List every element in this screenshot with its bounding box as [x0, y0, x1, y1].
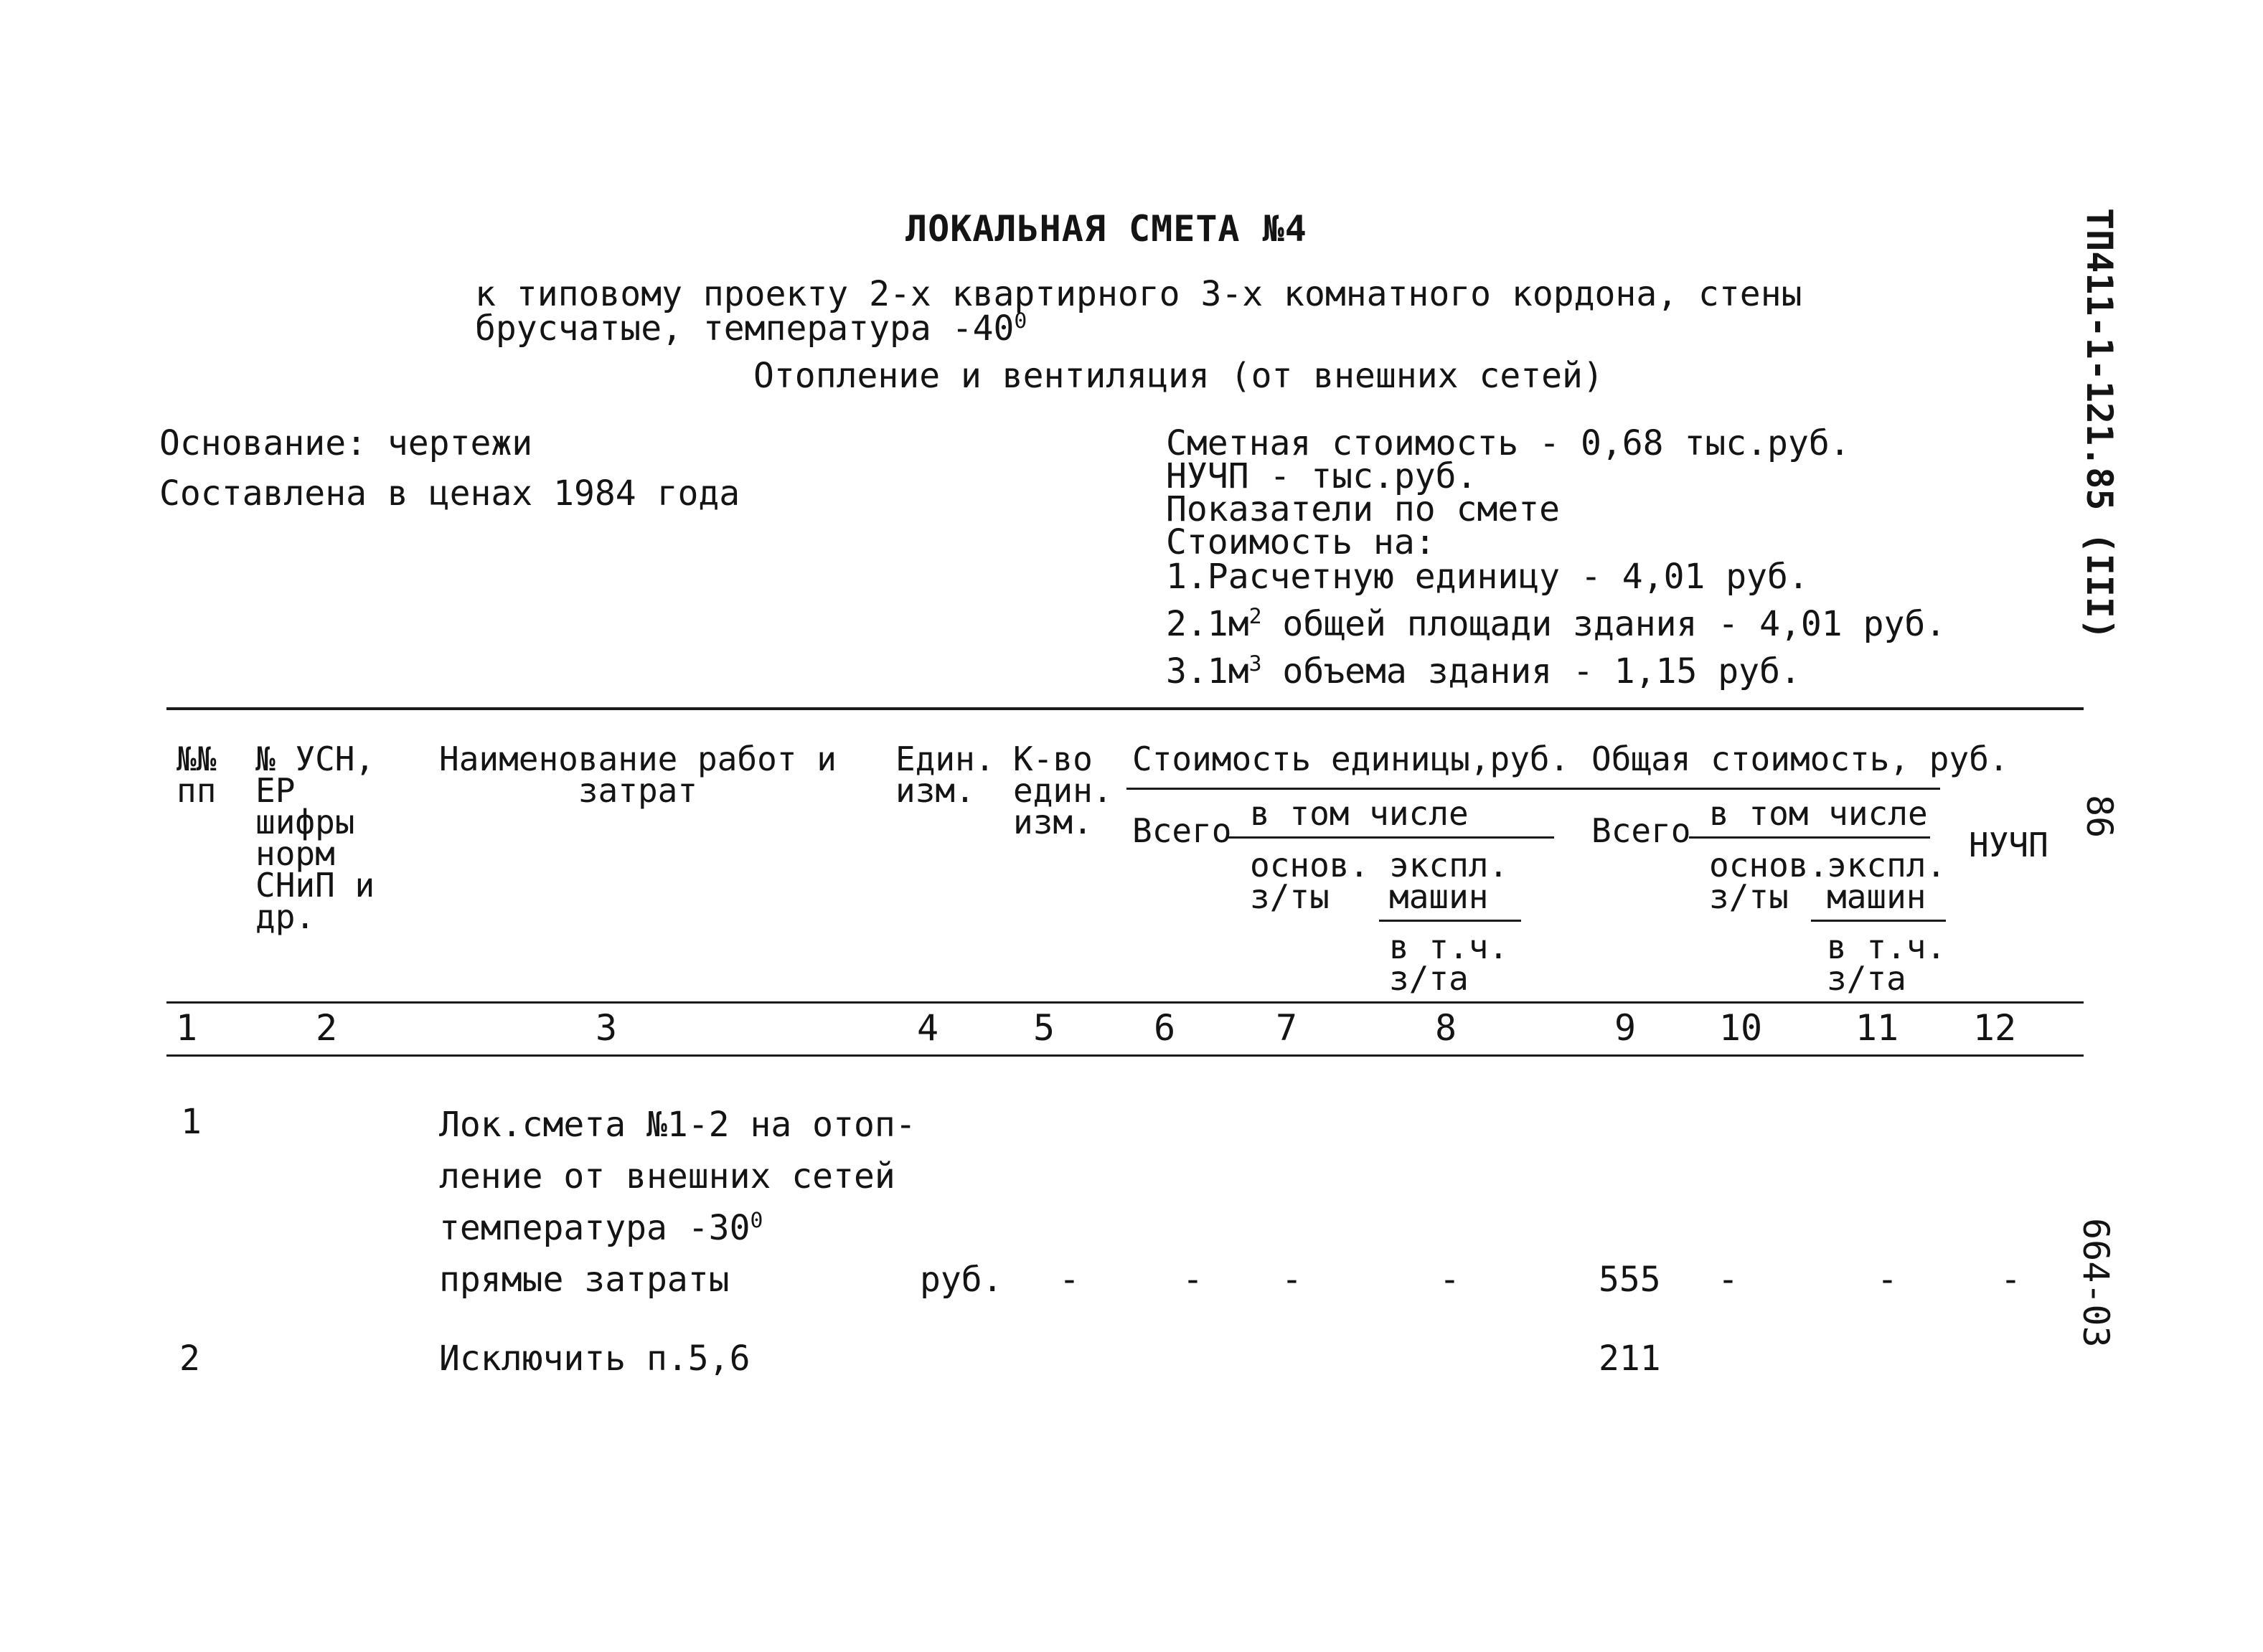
row-1-col6: - [1059, 1260, 1080, 1300]
column-number: 1 [175, 1007, 198, 1049]
header-unit: Един. изм. [895, 740, 995, 810]
header-total-vsego: Всего [1591, 811, 1691, 850]
row-1-number: 1 [181, 1102, 202, 1142]
side-stamp: 664-03 [2075, 1218, 2117, 1348]
table-top-rule [166, 707, 2084, 710]
side-page-number: 86 [2079, 795, 2120, 839]
header-unit-machines-salary: в т.ч. з/та [1389, 928, 1509, 998]
header-unit-base-salary: основ. з/ты [1250, 846, 1370, 916]
column-number: 7 [1275, 1007, 1298, 1049]
column-number: 11 [1855, 1007, 1899, 1049]
header-unit-cost: Стоимость единицы,руб. [1132, 740, 1570, 778]
basis-text: Основание: чертежи [159, 423, 533, 463]
row-1-name-line-3: температура $-30^0$ [439, 1208, 763, 1248]
row-1-col7: - [1182, 1260, 1203, 1300]
estimated-cost: Сметная стоимость - 0,68 тыс.руб. [1166, 423, 1850, 463]
header-total-machines-salary: в т.ч. з/та [1827, 928, 1947, 998]
row-1-col12: - [2000, 1260, 2021, 1300]
header-row-number: №№ пп [177, 740, 217, 810]
row-1-name-line-2: ление от внешних сетей [439, 1156, 895, 1196]
column-number: 9 [1614, 1007, 1637, 1049]
header-total-base-salary: основ. з/ты [1709, 846, 1829, 916]
subtitle-line-2: брусчатые, температура $-40^0$ [475, 308, 1027, 349]
column-number: 3 [595, 1007, 618, 1049]
unit-machines-rule [1379, 920, 1521, 922]
row-1-col8: - [1439, 1260, 1460, 1300]
cost-for-label: Стоимость на: [1166, 522, 1436, 562]
column-number: 5 [1032, 1007, 1055, 1049]
column-number: 10 [1718, 1007, 1763, 1049]
header-total-including: в том числе [1709, 794, 1928, 833]
indicator-item-2: $2.1м^2$ общей площади здания - 4,01 руб. [1166, 604, 1947, 644]
total-breakdown-rule [1689, 836, 1930, 839]
header-work-name: Наименование работ и затрат [439, 740, 837, 810]
document-title: ЛОКАЛЬНАЯ СМЕТА №4 [905, 208, 1307, 250]
col-numbers-rule [166, 1054, 2084, 1057]
indicator-item-1: 1.Расчетную единицу - 4,01 руб. [1166, 557, 1809, 597]
row-1-name-line-4: прямые затраты [439, 1260, 730, 1300]
row-1-col11: - [1877, 1260, 1898, 1300]
row-2-total: 211 [1599, 1339, 1661, 1379]
row-1-col7b: - [1281, 1260, 1302, 1300]
row-1-unit: руб. [920, 1260, 1003, 1300]
row-1-name-line-1: Лок.смета №1-2 на отоп- [439, 1105, 916, 1145]
column-number: 4 [916, 1007, 939, 1049]
unit-breakdown-rule [1228, 836, 1554, 839]
prices-text: Составлена в ценах 1984 года [159, 473, 740, 514]
column-number: 2 [315, 1007, 338, 1049]
header-total-cost: Общая стоимость, руб. [1591, 740, 2009, 778]
subtitle-line-1: к типовому проекту 2-х квартирного 3-х комнатного кордона, стены [475, 274, 1802, 314]
row-2-number: 2 [179, 1339, 200, 1379]
section-title: Отопление и вентиляция (от внешних сетей) [753, 356, 1604, 396]
header-unit-vsego: Всего [1132, 811, 1232, 850]
row-1-col10: - [1718, 1260, 1739, 1300]
header-bottom-rule [166, 1001, 2084, 1004]
side-code: ТП411-1-121.85 (III) [2079, 208, 2120, 641]
header-unit-machines: экспл. машин [1389, 846, 1509, 916]
header-quantity: К-во един. изм. [1013, 740, 1113, 841]
total-machines-rule [1811, 920, 1946, 922]
unit-total-rule [1126, 788, 1940, 790]
column-number: 12 [1972, 1007, 2017, 1049]
nuchp-cost: НУЧП - тыс.руб. [1166, 456, 1477, 496]
header-nuchp: НУЧП [1969, 826, 2048, 864]
indicators-label: Показатели по смете [1166, 489, 1561, 529]
header-code: № УСН, ЕР шифры норм СНиП и др. [255, 740, 375, 936]
indicator-item-3: $3.1м^3$ объема здания - 1,15 руб. [1166, 651, 1801, 692]
row-1-total: 555 [1599, 1260, 1661, 1300]
header-unit-including: в том числе [1250, 794, 1469, 833]
column-number: 6 [1153, 1007, 1176, 1049]
column-number: 8 [1434, 1007, 1457, 1049]
row-2-name: Исключить п.5,6 [439, 1339, 751, 1379]
header-total-machines: экспл. машин [1827, 846, 1947, 916]
